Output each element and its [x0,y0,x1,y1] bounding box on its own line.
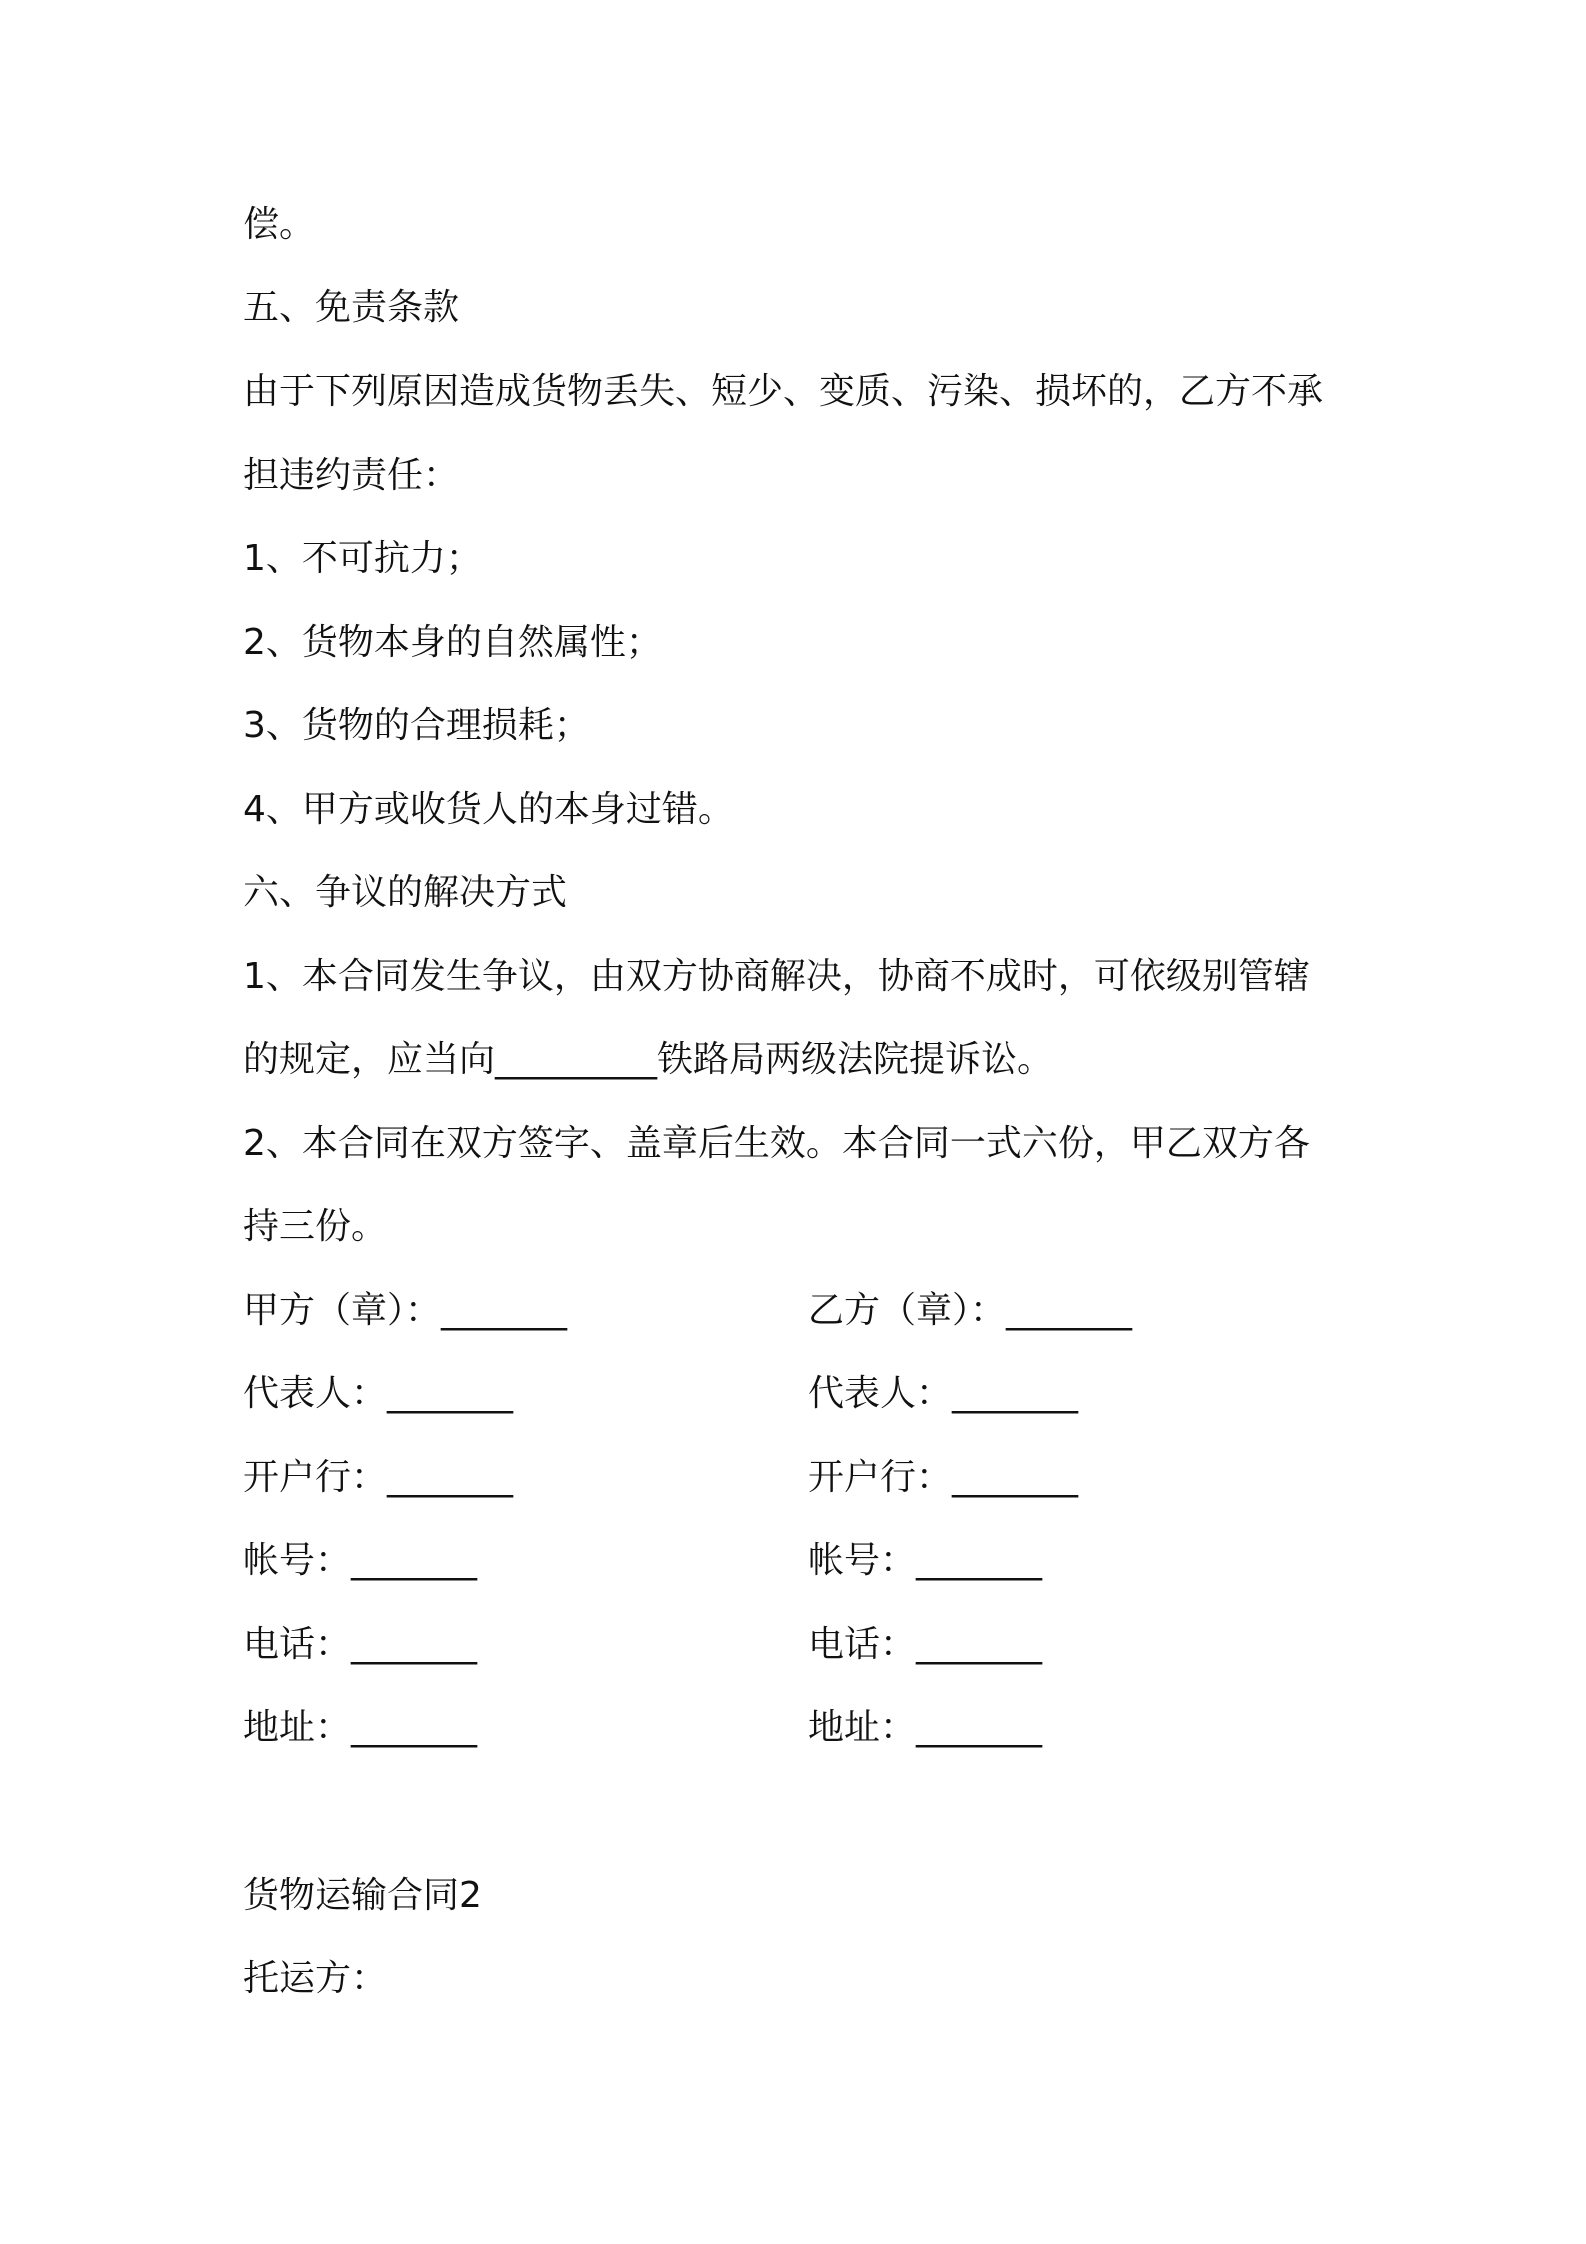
paragraph-line: 担违约责任： [243,455,460,496]
list-item: 4、甲方或收货人的本身过错。 [243,789,734,830]
list-item: 3、货物的合理损耗； [243,705,590,746]
list-item: 1、不可抗力； [243,538,482,579]
party-a-bank-field: 开户行：_______ [243,1457,514,1498]
party-a-phone-field: 电话：_______ [243,1624,478,1665]
party-a-address-field: 地址：_______ [243,1707,478,1748]
party-b-bank-field: 开户行：_______ [808,1457,1079,1498]
party-a-seal-field: 甲方（章）：_______ [243,1290,568,1331]
list-item: 2、货物本身的自然属性； [243,622,662,663]
paragraph-line: 的规定，应当向_________铁路局两级法院提诉讼。 [243,1039,1054,1080]
party-b-seal-field: 乙方（章）：_______ [808,1290,1133,1331]
shipper-label: 托运方： [243,1958,388,1999]
party-b-phone-field: 电话：_______ [808,1624,1043,1665]
paragraph-line: 偿。 [243,204,316,245]
paragraph-line: 2、本合同在双方签字、盖章后生效。本合同一式六份，甲乙双方各 [243,1123,1310,1164]
paragraph-line: 1、本合同发生争议，由双方协商解决，协商不成时，可依级别管辖 [243,956,1310,997]
party-a-account-field: 帐号：_______ [243,1540,478,1581]
party-b-address-field: 地址：_______ [808,1707,1043,1748]
next-contract-title: 货物运输合同2 [243,1875,482,1916]
party-b-account-field: 帐号：_______ [808,1540,1043,1581]
section-heading: 五、免责条款 [243,287,460,328]
party-a-representative-field: 代表人：_______ [243,1373,514,1414]
party-b-representative-field: 代表人：_______ [808,1373,1079,1414]
paragraph-line: 由于下列原因造成货物丢失、短少、变质、污染、损坏的，乙方不承 [243,371,1324,412]
section-heading: 六、争议的解决方式 [243,872,568,913]
paragraph-line: 持三份。 [243,1206,388,1247]
